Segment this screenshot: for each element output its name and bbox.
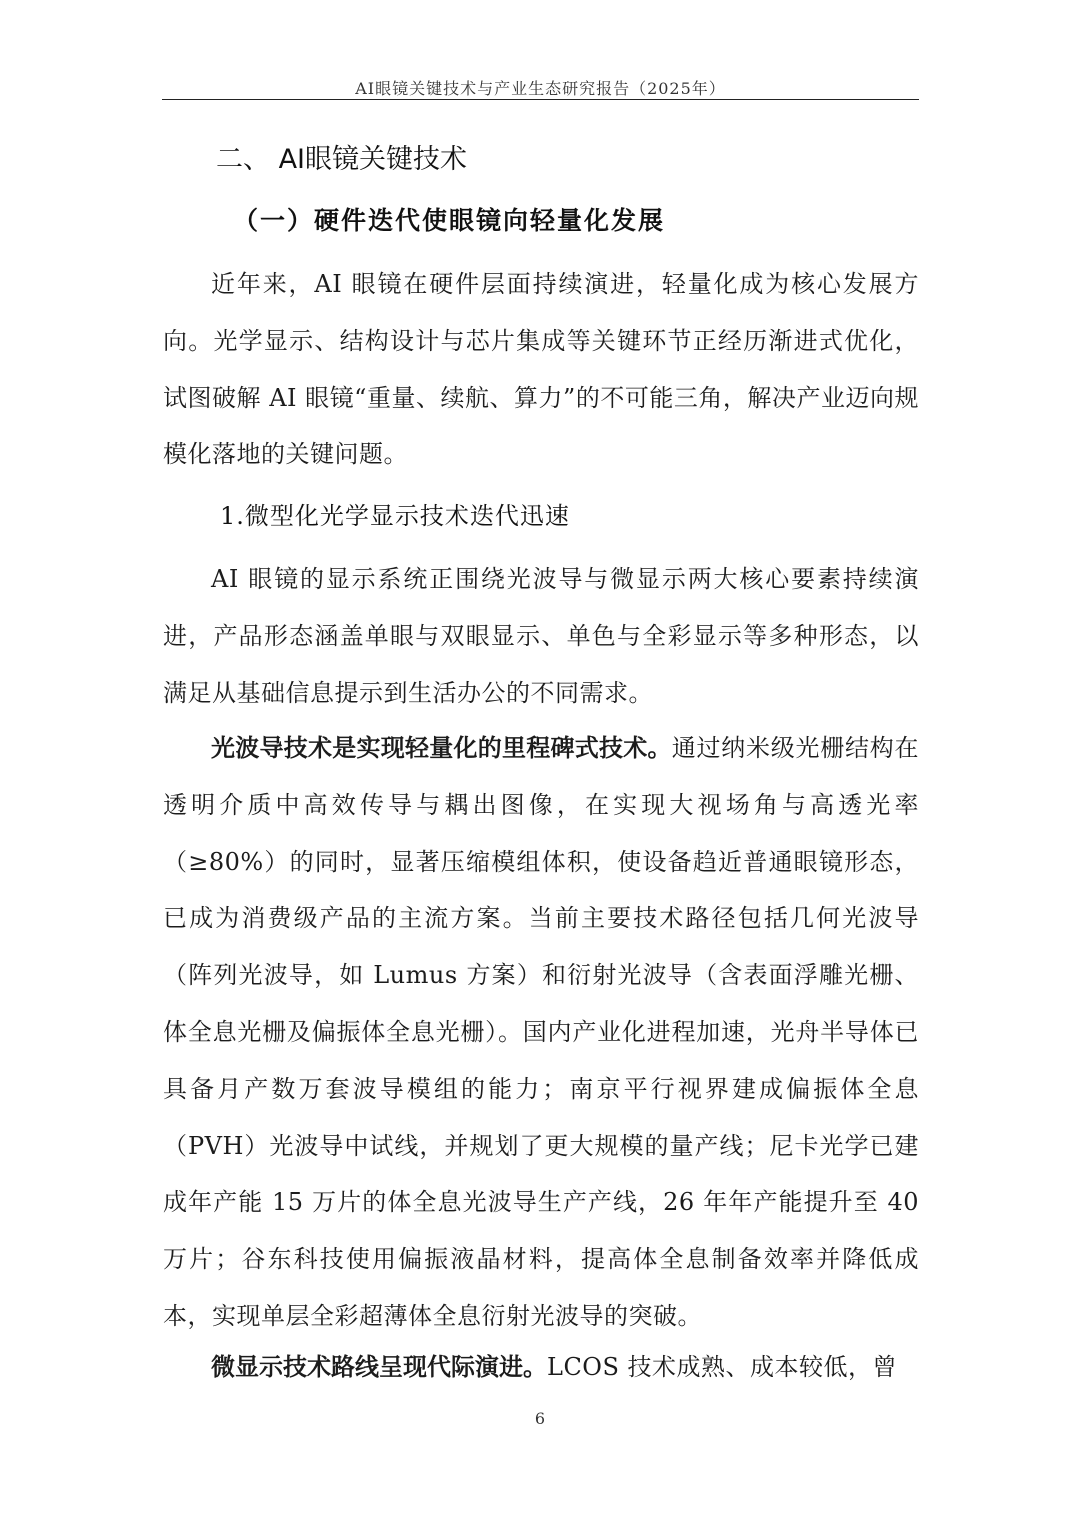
microdisplay-paragraph [163,1339,919,1396]
intro-paragraph: 近年来，AI 眼镜在硬件层面持续演进，轻量化成为核心发展方向。光学显示、结构设计与芯片集成等关键环节正经历渐进式优化，试图破解 AI 眼镜“重量、续航、算力”的不可能三角，解决产业迈向规模化落地的关键问题。 [163,270,919,469]
section-heading: 二、 AI眼镜关键技术 [216,144,468,175]
page-number: 6 [534,1409,546,1428]
microdisplay-body-text: LCOS 技术成熟、成本较低，曾 [547,1353,898,1381]
numbered-subheading: 1.微型化光学显示技术迭代迅速 [220,502,570,530]
header-divider [162,99,919,100]
display-system-paragraph: AI 眼镜的显示系统正围绕光波导与微显示两大核心要素持续演进，产品形态涵盖单眼与双眼显示、单色与全彩显示等多种形态，以满足从基础信息提示到生活办公的不同需求。 [163,565,919,707]
running-header: AI眼镜关键技术与产业生态研究报告（2025年） [355,79,726,98]
subsection-heading: （一）硬件迭代使眼镜向轻量化发展 [233,206,666,235]
waveguide-paragraph [163,720,919,1345]
waveguide-body-text: 通过纳米级光栅结构在透明介质中高效传导与耦出图像，在实现大视场角与高透光率（≥80%）的同时，显著压缩模组体积，使设备趋近普通眼镜形态，已成为消费级产品的主流方案。当前主要技术路径包括几何光波导（阵列光波导，如 Lumus 方案）和衍射光波导（含表面浮雕光栅、体全息光栅及偏振体全息光栅）。国内产业化进程加速，光舟半导体已具备月产数万套波导模组的能力；南京平行视界建成偏振体全息（PVH）光波导中试线，并规划了更大规模的量产线；尼卡光学已建成年产能 15 万片的体全息光波导生产产线，26 年年产能提升至 40 万片；谷东科技使用偏振液晶材料，提高体全息制备效率并降低成本，实现单层全彩超薄体全息衍射光波导的突破。 [163,734,919,1330]
waveguide-lead-sentence: 光波导技术是实现轻量化的里程碑式技术。 [211,734,672,762]
microdisplay-lead-sentence: 微显示技术路线呈现代际演进。 [211,1353,547,1381]
